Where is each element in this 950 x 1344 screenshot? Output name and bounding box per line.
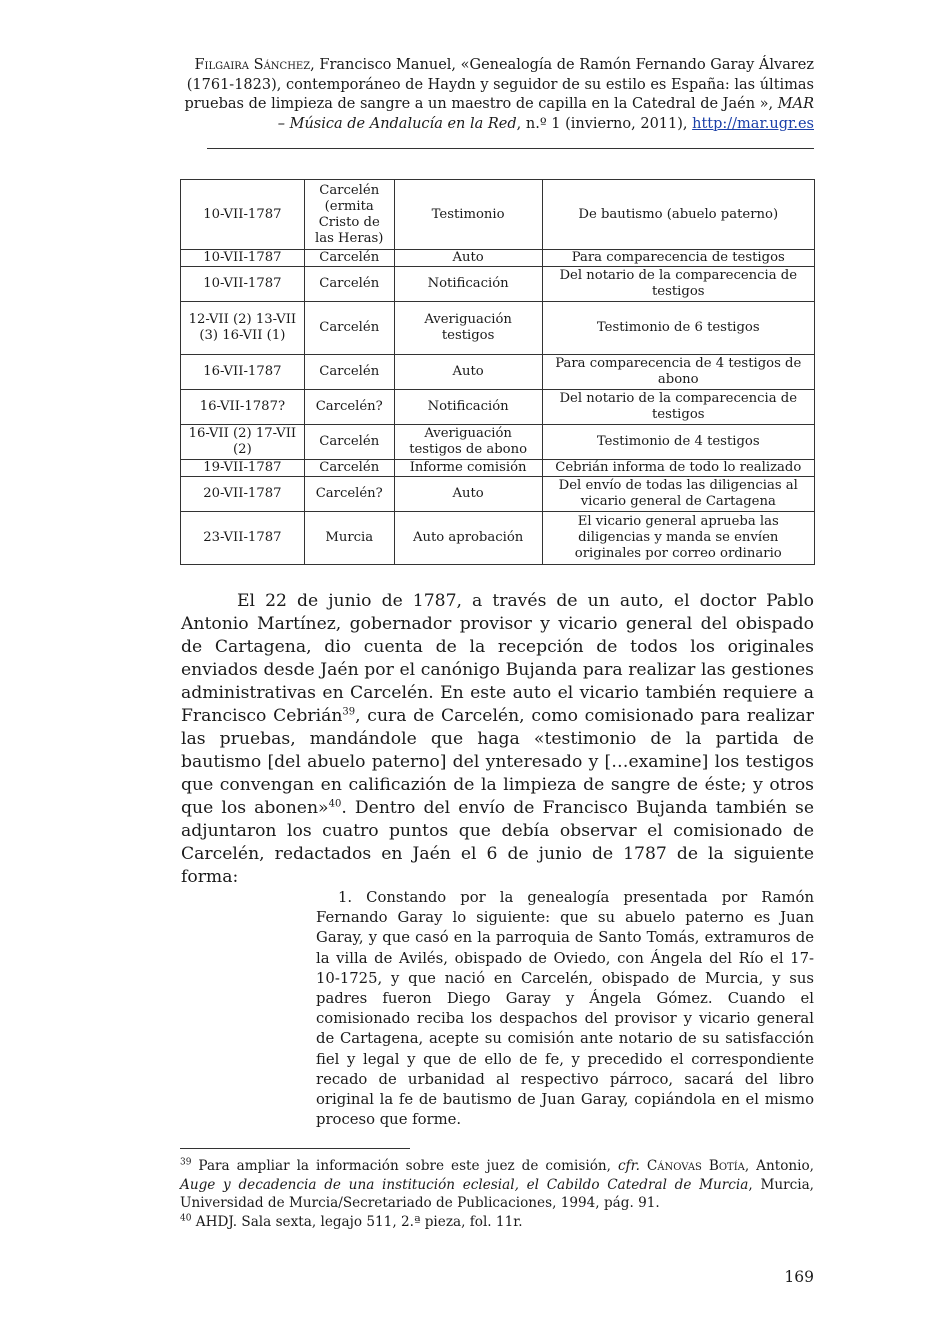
header-rule [207,148,814,149]
body-paragraph [181,590,814,889]
footnote-39-number: 39 [180,1157,192,1168]
quote-text: 1. Constando por la genealogía presentada por Ramón Fernando Garay lo siguiente: que su abuelo paterno es Juan Garay, y que casó en la parroquia de Santo Tomás, extramuros de la villa de Avilés, obispado de Oviedo, con Ángela del Río el 17-10-1725, y que nació en Carcelén, obispado de Murcia, y sus padres fueron Diego Garay y Ángela Gómez. Cuando el comisionado reciba los despachos del provisor y vicario general de Cartagena, acepte su comisión ante notario de su satisfacción fiel y legal y que de ello de fe, y precedido el correspondiente recado de urbanidad al respectivo párroco, sacará del libro original la fe de bautismo de Juan Garay, copiándola en el mismo proceso que forme. [316,889,814,1129]
place-cell: Carcelén? [304,390,394,425]
table-row [181,425,815,460]
date-cell: 20-VII-1787 [181,477,305,512]
date-cell: 19-VII-1787 [181,460,305,477]
date-cell: 16-VII-1787 [181,355,305,390]
date-cell: 16-VII (2) 17-VII (2) [181,425,305,460]
date-cell: 10-VII-1787 [181,180,305,250]
body-text-part2: , cura de Carcelén, como comisionado para realizar las pruebas, mandándole que haga «testimonio de la partida de bautismo [del abuelo paterno] del ynteresado y […examine] los testigos que convengan en calificazión de la limpieza de sangre de éste; y otros que los abonen» [181,706,814,818]
description-cell: Del notario de la comparecencia de testigos [542,390,814,425]
footnote-39-text: Para ampliar la información sobre este juez de comisión, [191,1158,618,1174]
type-cell: Auto aprobación [394,512,542,565]
type-cell: Notificación [394,267,542,302]
table-row [181,267,815,302]
place-cell: Murcia [304,512,394,565]
page-number: 169 [784,1268,814,1286]
place-cell: Carcelén [304,460,394,477]
description-cell: Para comparecencia de 4 testigos de abono [542,355,814,390]
header-journal: MAR – Música de Andalucía en la Red [277,96,814,132]
type-cell: Informe comisión [394,460,542,477]
footnote-39-cfr: cfr. [617,1158,640,1174]
table-row [181,460,815,477]
running-header [180,56,814,134]
place-cell: Carcelén [304,355,394,390]
description-cell: Del envío de todas las diligencias al vicario general de Cartagena [542,477,814,512]
description-cell: Del notario de la comparecencia de testigos [542,267,814,302]
description-cell: Testimonio de 6 testigos [542,302,814,355]
type-cell: Auto [394,355,542,390]
proceedings-table [180,179,815,565]
date-cell: 10-VII-1787 [181,250,305,267]
footnote-40-number: 40 [180,1212,192,1223]
footnotes [180,1157,814,1231]
footnote-39-author-rest: , Antonio, [744,1158,814,1174]
footnote-40-text: AHDJ. Sala sexta, legajo 511, 2.ª pieza, fol. 11r. [191,1213,523,1230]
header-citation: , Francisco Manuel, «Genealogía de Ramón Fernando Garay Álvarez (1761-1823), contemporáneo de Haydn y seguidor de su estilo es España: las últimas pruebas de limpieza de sangre a un maestro de capilla en la Catedral de Jaén », [184,57,814,112]
footnote-39-title: Auge y decadencia de una institución eclesial, el Cabildo Catedral de Murcia [180,1176,749,1193]
place-cell: Carcelén [304,302,394,355]
place-cell: Carcelén [304,425,394,460]
description-cell: El vicario general aprueba las diligencias y manda se envíen originales por correo ordinario [542,512,814,565]
table-row [181,250,815,267]
block-quote [316,888,814,1130]
place-cell: Carcelén (ermita Cristo de las Heras) [304,180,394,250]
header-link[interactable]: http://mar.ugr.es [692,115,814,132]
footnote-40 [180,1213,814,1232]
date-cell: 23-VII-1787 [181,512,305,565]
description-cell: De bautismo (abuelo paterno) [542,180,814,250]
description-cell: Cebrián informa de todo lo realizado [542,460,814,477]
table-row [181,390,815,425]
type-cell: Averiguación testigos [394,302,542,355]
body-text-part1: El 22 de junio de 1787, a través de un auto, el doctor Pablo Antonio Martínez, gobernador provisor y vicario general del obispado de Cartagena, dio cuenta de la recepción de todos los originales enviados desde Jaén por el canónigo Bujanda para realizar las gestiones administrativas en Carcelén. En este auto el vicario también requiere a Francisco Cebrián [181,591,814,726]
place-cell: Carcelén [304,267,394,302]
table-row [181,180,815,250]
date-cell: 10-VII-1787 [181,267,305,302]
body-text-part3: . Dentro del envío de Francisco Bujanda también se adjuntaron los cuatro puntos que debía observar el comisionado de Carcelén, redactados en Jaén el 6 de junio de 1787 de la siguiente forma: [181,798,814,887]
type-cell: Notificación [394,390,542,425]
footnote-ref-40[interactable]: 40 [328,798,342,810]
proceedings-table-body [181,180,815,565]
type-cell: Auto [394,477,542,512]
footnote-ref-39[interactable]: 39 [342,706,356,718]
date-cell: 16-VII-1787? [181,390,305,425]
type-cell: Averiguación testigos de abono [394,425,542,460]
description-cell: Para comparecencia de testigos [542,250,814,267]
header-issue: , n.º 1 (invierno, 2011), [516,115,693,132]
type-cell: Auto [394,250,542,267]
footnote-39-author: Cánovas Botía [639,1158,745,1174]
place-cell: Carcelén? [304,477,394,512]
header-author-surname: Filgaira Sánchez [194,57,311,73]
table-row [181,355,815,390]
description-cell: Testimonio de 4 testigos [542,425,814,460]
type-cell: Testimonio [394,180,542,250]
place-cell: Carcelén [304,250,394,267]
table-row [181,512,815,565]
footnote-rule [180,1148,410,1149]
date-cell: 12-VII (2) 13-VII (3) 16-VII (1) [181,302,305,355]
footnote-39-rest: , Murcia, Universidad de Murcia/Secretariado de Publicaciones, 1994, pág. 91. [180,1176,814,1211]
footnote-39 [180,1157,814,1213]
table-row [181,477,815,512]
table-row [181,302,815,355]
